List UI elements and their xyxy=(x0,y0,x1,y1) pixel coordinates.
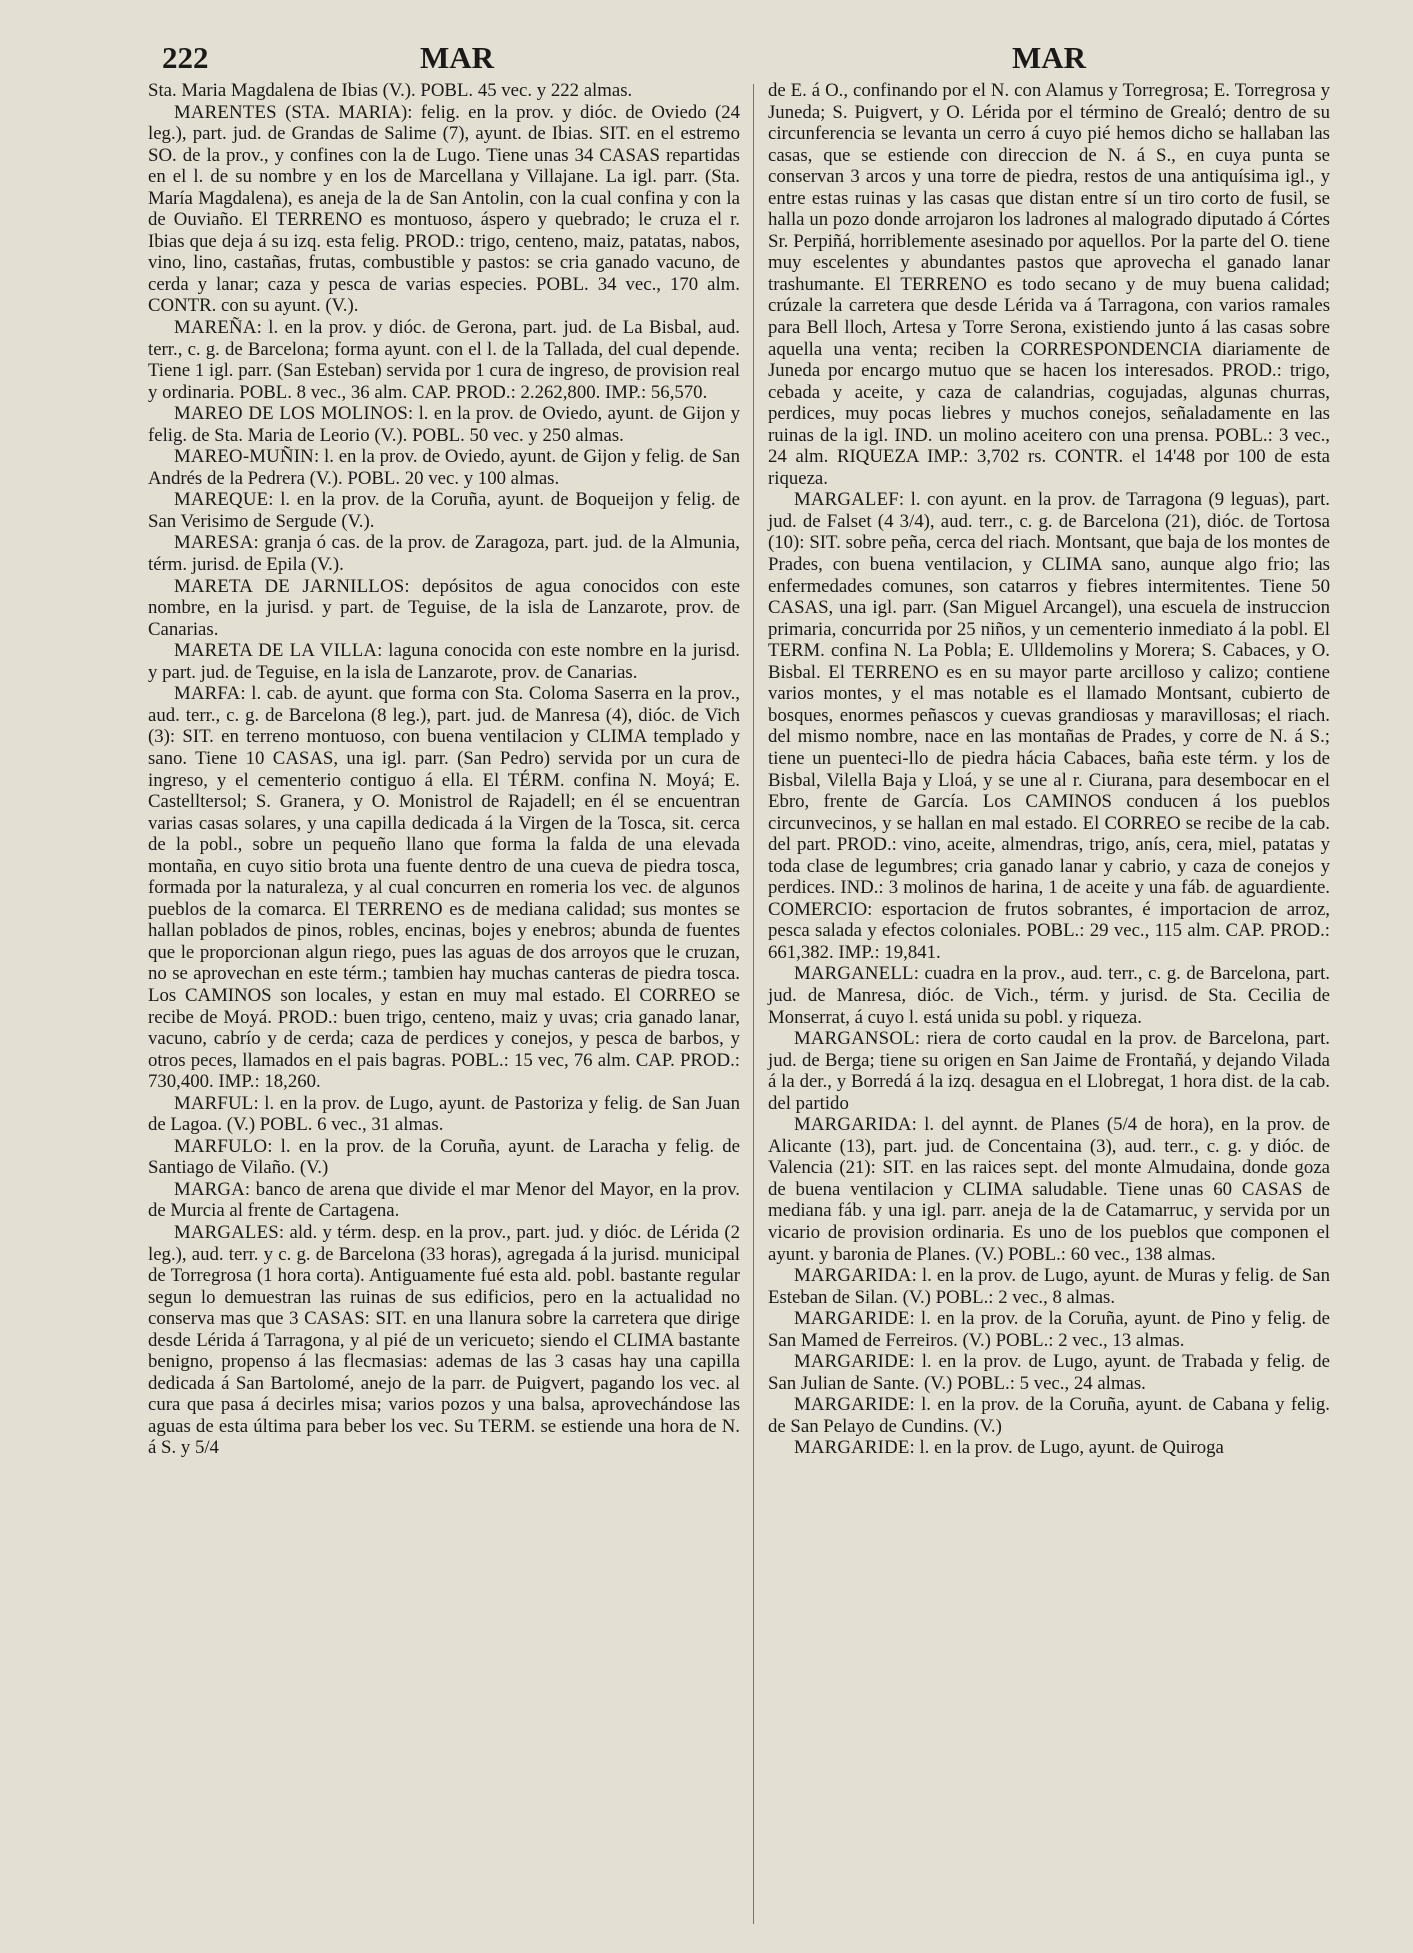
entry-headword: MARGALES xyxy=(174,1221,279,1243)
page-header xyxy=(0,40,1413,80)
entry-text: : depósitos de agua conocidos con este nombre, en la jurisd. y part. de Teguise, de la isla de Lanzarote, prov. de Canarias. xyxy=(148,575,740,640)
dictionary-entry xyxy=(148,489,740,532)
entry-text: : l. en la prov. de Lugo, ayunt. de Quiroga xyxy=(909,1437,1224,1459)
dictionary-entry xyxy=(148,576,740,641)
entry-headword: MARGANSOL xyxy=(794,1028,915,1050)
dictionary-entry xyxy=(148,1222,740,1459)
entry-headword: MARETA DE LA VILLA xyxy=(174,640,378,662)
dictionary-entry xyxy=(148,532,740,575)
entry-headword: MAREO DE LOS MOLINOS xyxy=(174,403,408,425)
entry-headword: MARGA xyxy=(174,1178,245,1200)
entry-text: : l. en la prov. de la Coruña, ayunt. de Pino y felig. de San Mamed de Ferreiros. (V.) POBL.: 2 vec., 13 almas. xyxy=(768,1308,1330,1351)
entry-headword: MARGARIDE xyxy=(794,1308,910,1330)
dictionary-entry xyxy=(768,1028,1330,1114)
dictionary-entry xyxy=(148,403,740,446)
entry-headword: MARGANELL xyxy=(794,963,914,985)
dictionary-entry xyxy=(768,1308,1330,1351)
entry-text: de E. á O., confinando por el N. con Alamus y Torregrosa; E. Torregrosa y Juneda; S. Puigvert, y O. Lérida por el término de Grealó; dentro de su circunferencia se levanta un cerro á cuyo pié hemos dicho se hallaban las casas, que se estiende con direccion de N. á S., en cuya punta se conservan 3 arcos y una torre de piedra, restos de una antiquísima igl., y entre estas ruinas y las casas que distan entre sí un tiro corto de fusil, se halla un pozo donde arrojaron los ladrones al malogrado diputado á Córtes Sr. Perpiñá, horriblemente asesinado por aquellos. Por la parte del O. tiene muy escelentes y abundantes pastos que aprovecha el ganado lanar trashumante. El TERRENO es todo secano y de muy buena calidad; crúzale la carretera que desde Lérida va á Tarragona, con varios ramales para Bell lloch, Artesa y Torre Serona, existiendo junto á las casas sobre aquella una venta; reciben la CORRESPONDENCIA diariamente de Juneda por encargo mutuo que se hacen los interesados. PROD.: trigo, cebada y aceite, y caza de calandrias, cogujadas, algunas churras, perdices, muy pocas liebres y muchos conejos, señaladamente en las ruinas de la igl. IND. un molino aceitero con una prensa. POBL.: 3 vec., 24 alm. RIQUEZA IMP.: 3,702 rs. CONTR. el 14'48 por 100 de esta riqueza. xyxy=(768,80,1330,489)
dictionary-entry xyxy=(148,80,740,102)
entry-text: : granja ó cas. de la prov. de Zaragoza, part. jud. de la Almunia, térm. jurisd. de Epila (V.). xyxy=(148,532,740,576)
page-number: 222 xyxy=(162,40,209,75)
dictionary-entry xyxy=(768,963,1330,1028)
dictionary-entry xyxy=(148,1136,740,1179)
dictionary-entry xyxy=(148,317,740,403)
dictionary-entry xyxy=(148,446,740,489)
dictionary-entry xyxy=(148,1093,740,1136)
entry-headword: MAREQUE xyxy=(174,489,269,511)
dictionary-entry xyxy=(768,1114,1330,1265)
dictionary-entry xyxy=(768,489,1330,963)
entry-headword: MARFULO xyxy=(174,1135,268,1157)
entry-text: : l. cab. de ayunt. que forma con Sta. Coloma Saserra en la prov., aud. terr., c. g. de Barcelona (8 leg.), part. jud. de Manresa (4), dióc. de Vich (3): SIT. en terreno montuoso, con buena ventilacion y CLIMA templado y sano. Tiene 10 CASAS, una igl. parr. (San Pedro) servida por un cura de ingreso, y el cementerio contiguo á ella. El TÉRM. confina N. Moyá; E. Castelltersol; S. Granera, y O. Monistrol de Rajadell; en él se encuentran varias casas solares, y una capilla dedicada á la Virgen de la Tosca, sit. cerca de la pobl., sobre un pequeño llano que forma la falda de una elevada montaña, en cuyo sitio brota una fuente dentro de una cueva de piedra tosca, formada por la naturaleza, y al cual concurren en romeria los vec. de algunos pueblos de la comarca. El TERRENO es de mediana calidad; sus montes se hallan poblados de pinos, robles, encinas, bojes y enebros; abunda de fuentes que le proporcionan algun riego, pues las aguas de dos arroyos que le cruzan, no se aprovechan en este térm.; tambien hay muchas canteras de piedra tosca. Los CAMINOS son locales, y estan en muy mal estado. El CORREO se recibe de Moyá. PROD.: buen trigo, centeno, maiz y uvas; cria ganado lanar, vacuno, cabrío y de cerda; caza de perdices y conejos, y pesca de barbos, y otros peces, llamados en el pais bagras. POBL.: 15 vec, 76 alm. CAP. PROD.: 730,400. IMP.: 18,260. xyxy=(148,683,740,1093)
entry-headword: MARGALEF xyxy=(794,489,899,511)
entry-text: : l. en la prov. de Oviedo, ayunt. de Gijon y felig. de San Andrés de la Pedrera (V.). POBL. 20 vec. y 100 almas. xyxy=(148,446,740,489)
entry-text: : ald. y térm. desp. en la prov., part. jud. y dióc. de Lérida (2 leg.), aud. terr. y c. g. de Barcelona (33 horas), agregada á la jurisd. municipal de Torregrosa (1 hora corta). Antiguamente fué esta ald. pobl. bastante regular segun lo demuestran las ruinas de sus edificios, pero en la actualidad no conserva mas que 3 CASAS: SIT. en una llanura sobre la carretera que dirige desde Lérida á Tarragona, y al pié de un vericueto; siendo el CLIMA bastante benigno, propenso á las flecmasias: ademas de las 3 casas hay una capilla dedicada á San Bartolomé, anejo de la parr. de Puigvert, pagando los vec. al cura que pasa á decirles misa; varios pozos y una balsa, aprovechándose las aguas de esta última para beber los vec. Su TERM. se estiende una hora de N. á S. y 5/4 xyxy=(148,1221,740,1459)
left-running-head: MAR xyxy=(420,40,495,75)
entry-text: : l. del aynnt. de Planes (5/4 de hora), en la prov. de Alicante (13), part. jud. de Concentaina (3), aud. terr., c. g. y dióc. de Valencia (21): SIT. en las raices sept. del monte Almudaina, donde goza de buena ventilacion y CLIMA saludable. Tiene unas 60 CASAS de mediana fáb. y una igl. parr. aneja de la de Catamarruc, y servida por un vicario de provision ordinaria. Es uno de los pueblos que componen el ayunt. y baronia de Planes. (V.) POBL.: 60 vec., 138 almas. xyxy=(768,1114,1330,1265)
entry-text: : laguna conocida con este nombre en la jurisd. y part. jud. de Teguise, en la isla de Lanzarote, prov. de Canarias. xyxy=(148,640,740,683)
entry-text: Sta. Maria Magdalena de Ibias (V.). POBL. 45 vec. y 222 almas. xyxy=(148,80,633,101)
entry-headword: MARFA xyxy=(174,683,241,705)
entry-text: : l. en la prov. de la Coruña, ayunt. de Laracha y felig. de Santiago de Vilaño. (V.) xyxy=(148,1135,740,1179)
entry-headword: MARGARIDE xyxy=(794,1351,910,1373)
dictionary-entry xyxy=(768,1265,1330,1308)
column-divider xyxy=(753,84,754,1924)
entry-text: : l. en la prov. y dióc. de Gerona, part. jud. de La Bisbal, aud. terr., c. g. de Barcelona; forma ayunt. con el l. de la Tallada, del cual depende. Tiene 1 igl. parr. (San Esteban) servida por 1 cura de ingreso, de provision real y ordinaria. POBL. 8 vec., 36 alm. CAP. PROD.: 2.262,800. IMP.: 56,570. xyxy=(148,317,740,403)
dictionary-entry xyxy=(768,1351,1330,1394)
entry-text: (STA. MARIA): felig. en la prov. y dióc. de Oviedo (24 leg.), part. jud. de Grandas de Salime (7), ayunt. de Ibias. SIT. en el estremo SO. de la prov., y confines con la de Lugo. Tiene unas 34 CASAS repartidas en el l. de su nombre y en los de Marcellana y Villajane. La igl. parr. (Sta. María Magdalena), es aneja de la de San Antolin, con la cual confina y con la de Ouviaño. El TERRENO es montuoso, áspero y quebrado; le cruza el r. Ibias que deja á su izq. esta felig. PROD.: trigo, centeno, maiz, patatas, nabos, vino, lino, castañas, frutas, combustible y pastos: se cria ganado vacuno, de cerda y lanar; caza y pesca de varias especies. POBL. 34 vec., 170 alm. CONTR. con su ayunt. (V.). xyxy=(148,101,740,317)
dictionary-entry xyxy=(768,80,1330,489)
entry-text: : riera de corto caudal en la prov. de Barcelona, part. jud. de Berga; tiene su origen en San Jaime de Frontañá, y dejando Vilada á la der., y Borredá á la izq. desagua en el Llobregat, 1 hora dist. de la cab. del partido xyxy=(768,1028,1330,1114)
dictionary-entry xyxy=(768,1437,1330,1459)
left-column xyxy=(148,80,740,1459)
entry-text: : l. en la prov. de la Coruña, ayunt. de Cabana y felig. de San Pelayo de Cundins. (V.) xyxy=(768,1394,1330,1437)
entry-headword: MARFUL xyxy=(174,1092,254,1114)
entry-headword: MARGARIDA xyxy=(794,1265,912,1287)
entry-headword: MARENTES xyxy=(174,101,277,123)
entry-text: : banco de arena que divide el mar Menor del Mayor, en la prov. de Murcia al frente de Cartagena. xyxy=(148,1178,740,1222)
dictionary-entry xyxy=(148,640,740,683)
dictionary-entry xyxy=(148,1179,740,1222)
dictionary-entry xyxy=(148,102,740,317)
entry-text: : l. en la prov. de la Coruña, ayunt. de Boqueijon y felig. de San Verisimo de Sergude (V.). xyxy=(148,489,740,532)
right-column xyxy=(768,80,1330,1459)
entry-headword: MARGARIDA xyxy=(794,1114,912,1136)
entry-text: : l. en la prov. de Lugo, ayunt. de Muras y felig. de San Esteban de Silan. (V.) POBL.: 2 vec., 8 almas. xyxy=(768,1265,1330,1308)
entry-headword: MAREÑA xyxy=(174,317,257,339)
entry-headword: MARGARIDE xyxy=(794,1394,910,1416)
entry-text: : cuadra en la prov., aud. terr., c. g. de Barcelona, part. jud. de Manresa, dióc. de Vich., térm. y jurisd. de Sta. Cecilia de Monserrat, á cuyo l. está unida su pobl. y riqueza. xyxy=(768,963,1330,1028)
dictionary-entry xyxy=(148,683,740,1092)
dictionary-entry xyxy=(768,1394,1330,1437)
entry-headword: MARETA DE JARNILLOS xyxy=(174,575,405,597)
entry-text: : l. en la prov. de Oviedo, ayunt. de Gijon y felig. de Sta. Maria de Leorio (V.). POBL. 50 vec. y 250 almas. xyxy=(148,403,740,446)
entry-text: : l. en la prov. de Lugo, ayunt. de Pastoriza y felig. de San Juan de Lagoa. (V.) POBL. 6 vec., 31 almas. xyxy=(148,1092,740,1136)
entry-headword: MAREO-MUÑIN xyxy=(174,446,314,468)
entry-headword: MARGARIDE xyxy=(794,1437,910,1459)
entry-headword: MARESA xyxy=(174,532,254,554)
entry-text: : l. con ayunt. en la prov. de Tarragona (9 leguas), part. jud. de Falset (4 3/4), aud. terr., c. g. de Barcelona (21), dióc. de Tortosa (10): SIT. sobre peña, cerca del riach. Montsant, que baja de los montes de Prades, con buena ventilacion, y CLIMA sano, aunque algo frio; las enfermedades comunes, son catarros y fiebres intermitentes. Tiene 50 CASAS, una igl. parr. (San Miguel Arcangel), una escuela de instruccion primaria, concurrida por 25 niños, y un cementerio inmediato á la pobl. El TERM. confina N. La Pobla; E. Ulldemolins y Morera; S. Cabaces, y O. Bisbal. El TERRENO es en su mayor parte arcilloso y calizo; contiene varios montes, y el mas notable es el llamado Montsant, cubierto de bosques, enormes peñascos y cuevas grandiosas y maravillosas; el riach. del mismo nombre, nace en las montañas de Prades, y corre de N. á S.; tiene un puenteci-llo de piedra hácia Cabaces, baña este térm. y los de Bisbal, Vilella Baja y Lloá, y se une al r. Ciurana, para desembocar en el Ebro, frente de García. Los CAMINOS conducen á los pueblos circunvecinos, y se hallan en mal estado. El CORREO se recibe de la cab. del part. PROD.: vino, aceite, almendras, trigo, anís, cera, miel, patatas y toda clase de legumbres; cria ganado lanar y cabrio, y caza de conejos y perdices. IND.: 3 molinos de harina, 1 de aceite y una fáb. de aguardiente. COMERCIO: esportacion de frutos sobrantes, é importacion de arroz, pesca salada y efectos coloniales. POBL.: 29 vec., 115 alm. CAP. PROD.: 661,382. IMP.: 19,841. xyxy=(768,489,1330,963)
right-running-head: MAR xyxy=(1012,40,1087,75)
entry-text: : l. en la prov. de Lugo, ayunt. de Trabada y felig. de San Julian de Sante. (V.) POBL.: 5 vec., 24 almas. xyxy=(768,1351,1330,1394)
